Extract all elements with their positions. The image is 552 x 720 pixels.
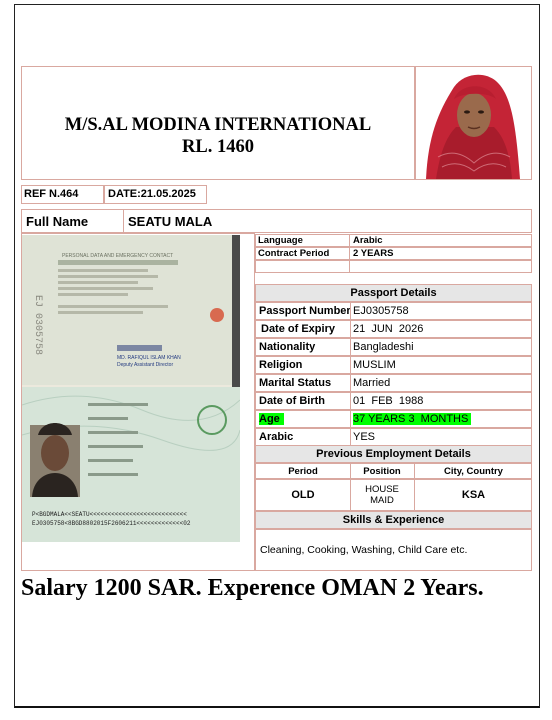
mrz-line-2: EJ0305758<8BGD8802015F2606211<<<<<<<<<<<<<02	[32, 520, 191, 527]
passport-stamp: EJ 0305758	[32, 295, 43, 356]
divider	[350, 303, 351, 319]
divider	[349, 235, 350, 246]
detail-value: Bangladeshi	[353, 341, 414, 353]
language-row	[255, 234, 532, 247]
detail-value: 37 YEARS 3 MONTHS	[353, 413, 471, 425]
divider	[350, 411, 351, 427]
detail-key: Religion	[259, 359, 303, 371]
divider	[350, 357, 351, 373]
skills-header: Skills & Experience	[255, 511, 532, 529]
skills-box	[255, 529, 532, 571]
passport-scan	[22, 235, 240, 542]
language-label: Language	[258, 235, 303, 246]
detail-row-expiry	[255, 320, 532, 338]
employment-header: Previous Employment Details	[255, 445, 532, 463]
detail-row-age	[255, 410, 532, 428]
col-position: Position	[363, 466, 401, 477]
detail-key: Date of Birth	[259, 395, 325, 407]
divider	[350, 393, 351, 409]
company-name: M/S.AL MODINA INTERNATIONAL	[64, 115, 372, 135]
divider	[350, 321, 351, 337]
detail-row-passport-number	[255, 302, 532, 320]
detail-value: EJ0305758	[353, 305, 409, 317]
ref-date: DATE:21.05.2025	[108, 188, 196, 200]
detail-key: Marital Status	[259, 377, 332, 389]
contract-label: Contract Period	[258, 248, 330, 259]
full-name-value: SEATU MALA	[128, 214, 213, 229]
passport-page-header: PERSONAL DATA AND EMERGENCY CONTACT	[62, 253, 174, 259]
divider	[123, 210, 124, 232]
detail-key: Passport Number	[259, 305, 351, 317]
company-header	[21, 66, 415, 180]
full-name-row	[21, 209, 532, 233]
detail-value: MUSLIM	[353, 359, 396, 371]
employment-position-line2: MAID	[370, 495, 394, 506]
divider	[350, 339, 351, 355]
detail-value: YES	[353, 431, 376, 443]
blank-row	[255, 260, 532, 273]
skills-text: Cleaning, Cooking, Washing, Child Care etc.	[260, 544, 468, 556]
date-box	[104, 185, 207, 204]
divider	[350, 429, 351, 445]
employment-country: KSA	[461, 489, 486, 501]
passport-details-header: Passport Details	[255, 284, 532, 302]
detail-row-nationality	[255, 338, 532, 356]
detail-row-arabic	[255, 428, 532, 446]
candidate-photo	[415, 66, 532, 180]
mrz-line-1: P<BGDMALA<<SEATU<<<<<<<<<<<<<<<<<<<<<<<<<<<	[32, 511, 187, 518]
detail-value: 21 JUN 2026	[353, 323, 424, 335]
contract-row	[255, 247, 532, 260]
detail-row-marital-status	[255, 374, 532, 392]
col-period: Period	[288, 466, 318, 477]
full-name-label: Full Name	[26, 214, 89, 229]
employment-position-line1: HOUSE	[365, 484, 399, 495]
detail-key: Nationality	[259, 341, 316, 353]
company-license: RL. 1460	[182, 137, 254, 157]
divider	[350, 375, 351, 391]
detail-value: 01 FEB 1988	[353, 395, 424, 407]
portrait-image	[416, 67, 531, 179]
salary-statement: Salary 1200 SAR. Experence OMAN 2 Years.	[21, 575, 484, 601]
detail-row-religion	[255, 356, 532, 374]
detail-value: Married	[353, 377, 391, 389]
signature-name: MD. RAFIQUL ISLAM KHAN	[117, 355, 181, 361]
detail-key: Arabic	[259, 431, 294, 443]
divider	[349, 248, 350, 259]
detail-key: Date of Expiry	[261, 323, 335, 335]
employment-columns	[255, 463, 532, 479]
signature-title: Deputy Assistant Director	[117, 362, 174, 368]
divider	[349, 261, 350, 272]
language-value: Arabic	[353, 235, 383, 246]
detail-row-dob	[255, 392, 532, 410]
contract-value: 2 YEARS	[353, 248, 394, 259]
col-city: City, Country	[444, 466, 503, 477]
ref-box	[21, 185, 104, 204]
employment-row	[255, 479, 532, 511]
employment-period: OLD	[291, 489, 315, 501]
detail-key: Age	[259, 413, 284, 425]
ref-number: REF N.464	[24, 188, 79, 200]
